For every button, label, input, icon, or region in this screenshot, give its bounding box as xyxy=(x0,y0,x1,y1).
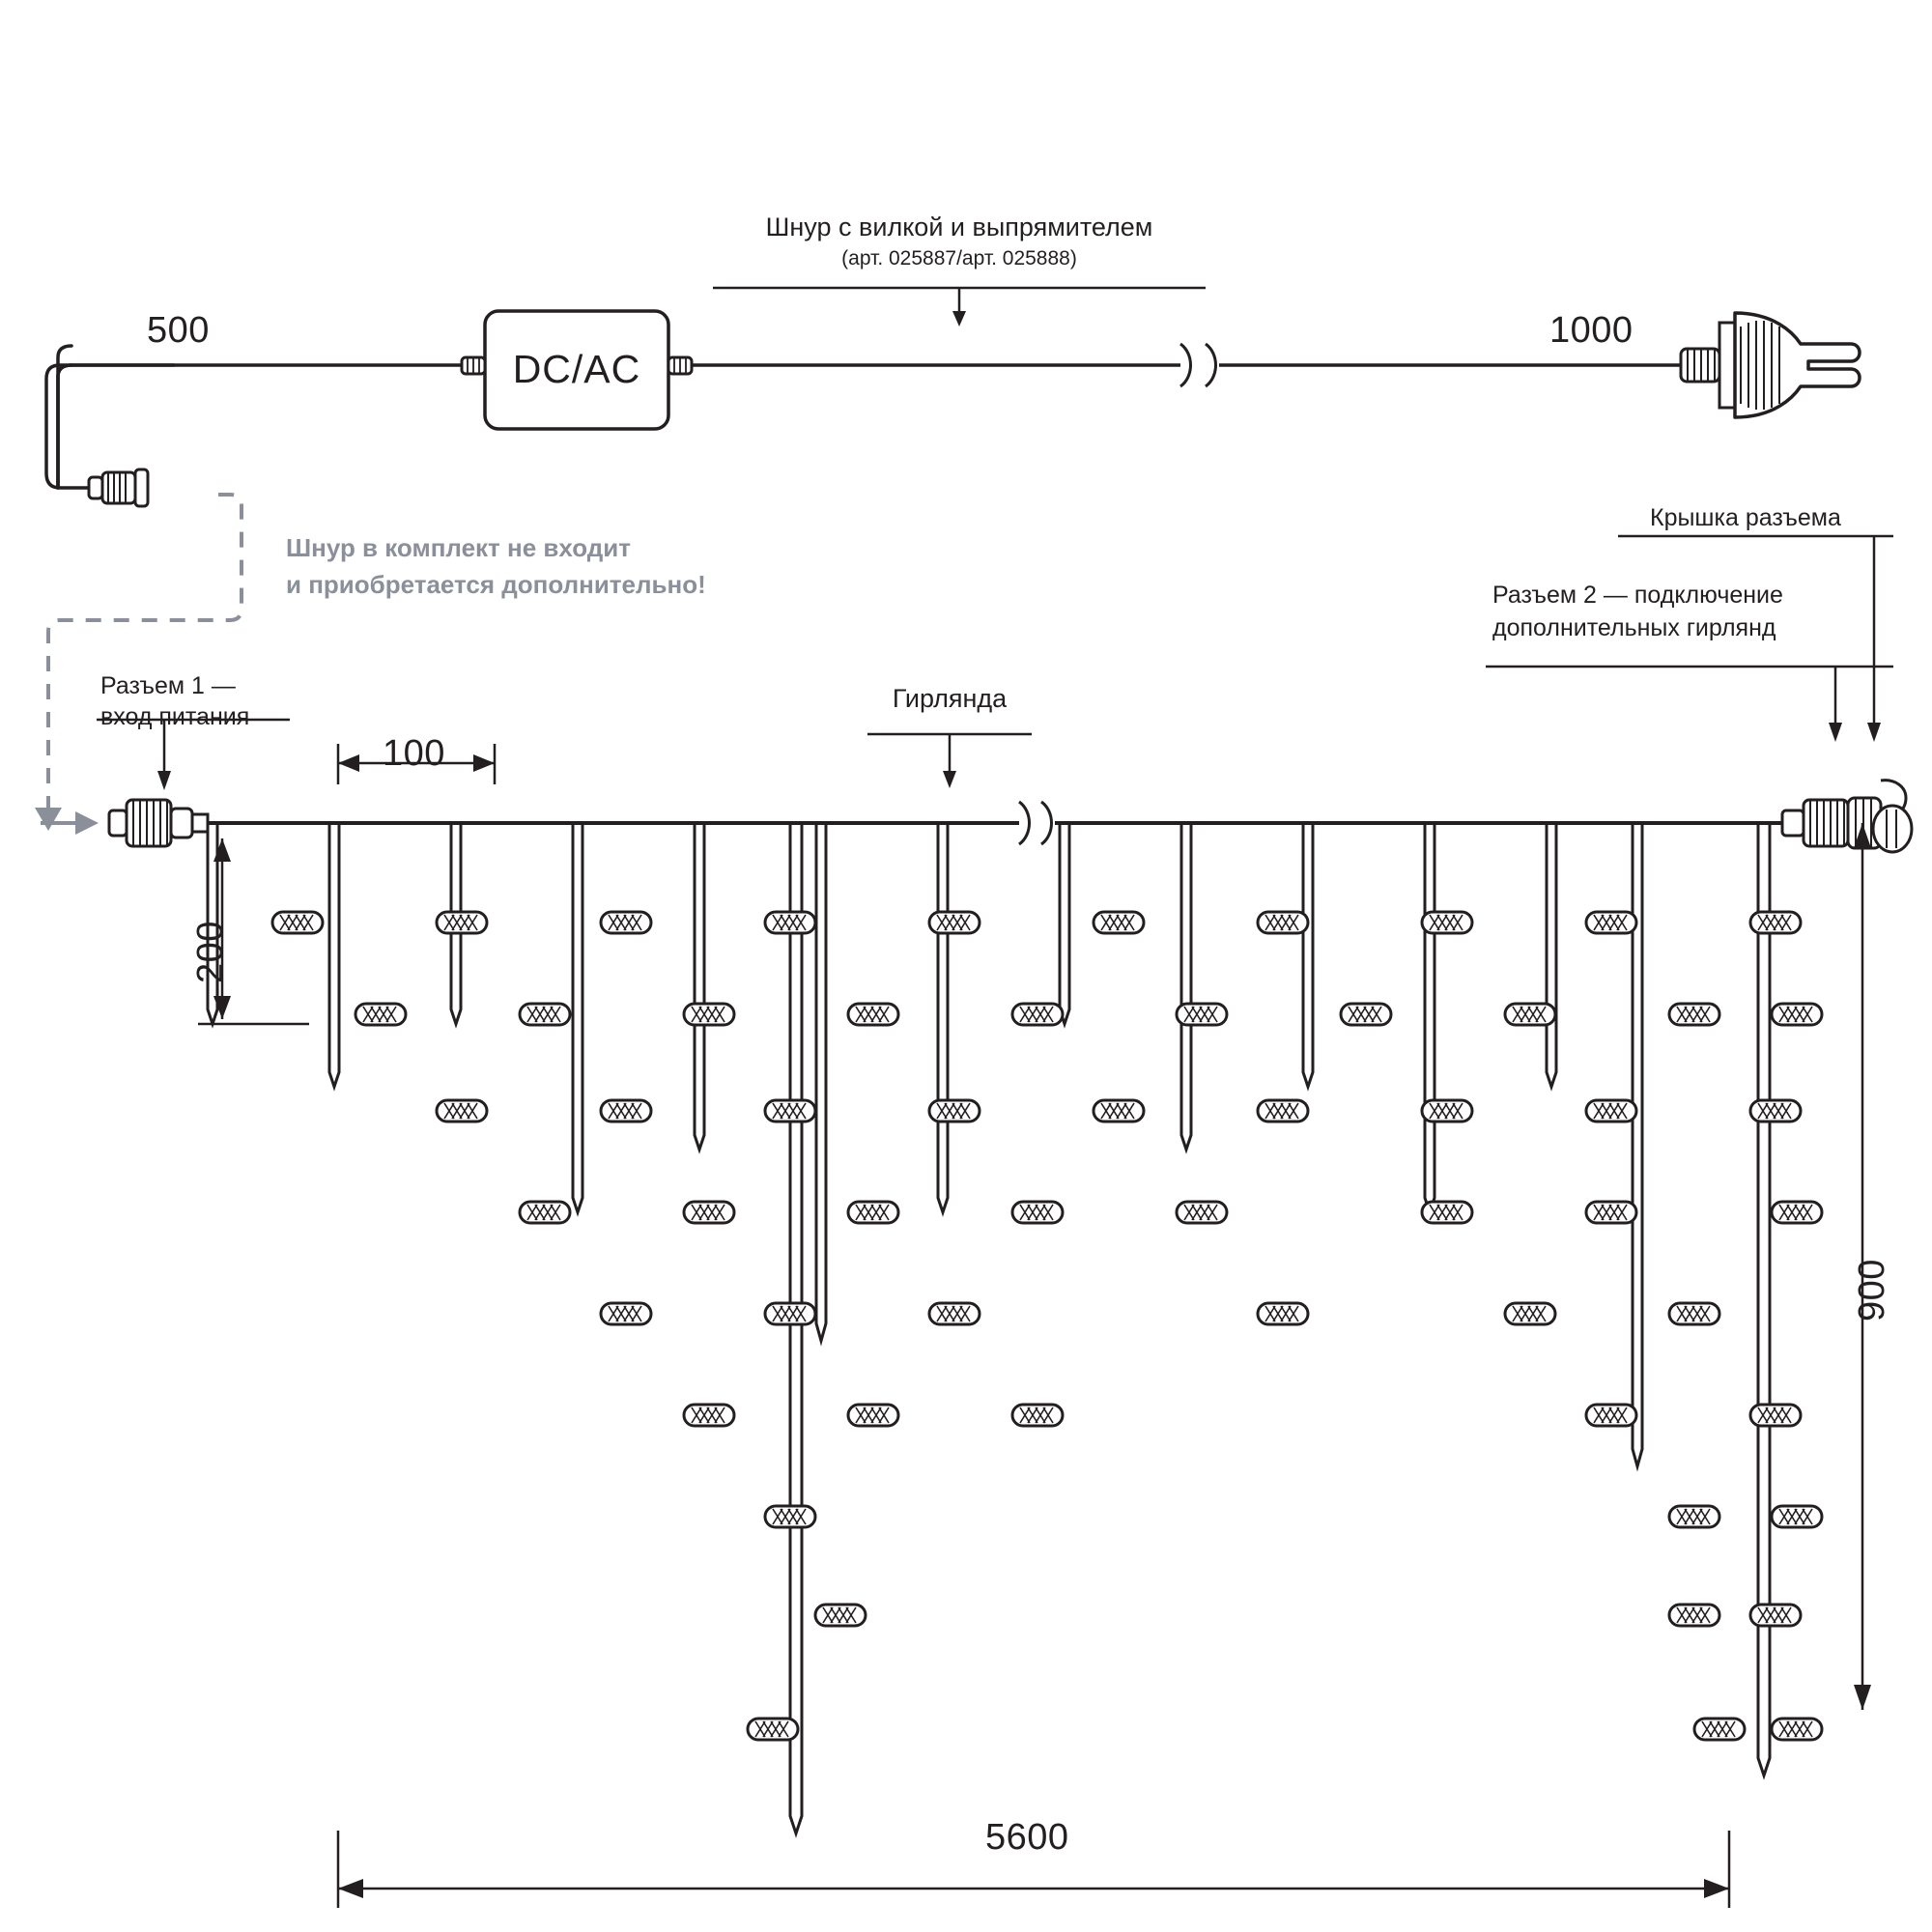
dc-ac-strain-relief-right xyxy=(668,357,692,374)
callout-cord-article: (арт. 025887/арт. 025888) xyxy=(841,247,1077,270)
cord-left-segment xyxy=(46,365,462,488)
note-cord-not-included-line2: и приобретается дополнительно! xyxy=(286,570,706,599)
dimension-label-200: 200 xyxy=(190,921,231,983)
dimension-label-100: 100 xyxy=(383,733,445,774)
dc-ac-label: DC/AC xyxy=(512,347,641,391)
optional-cord-arrow-down xyxy=(35,808,62,831)
dimension-label-1000: 1000 xyxy=(1549,310,1634,351)
connector-1-power-input xyxy=(109,800,208,846)
optional-cord-dashed-path xyxy=(48,495,242,808)
dc-ac-strain-relief-left xyxy=(462,357,485,374)
dimension-label-500: 500 xyxy=(147,310,210,351)
callout-cord-title: Шнур с вилкой и выпрямителем xyxy=(765,213,1153,242)
power-cord-path xyxy=(58,346,174,488)
led-group xyxy=(272,912,1822,1740)
connector-2-output xyxy=(1782,781,1912,852)
mains-plug xyxy=(1681,313,1860,417)
cord-dc-connector xyxy=(89,469,148,506)
callout-connector1-line1: Разъем 1 — xyxy=(100,672,236,699)
note-cord-not-included-line1: Шнур в комплект не входит xyxy=(286,533,631,562)
dimension-label-900: 900 xyxy=(1852,1259,1892,1321)
cord-break-symbol xyxy=(1180,344,1216,386)
optional-cord-arrow-head xyxy=(75,811,99,835)
callout-connector2-line2: дополнительных гирлянд xyxy=(1492,614,1776,641)
callout-cord-leader xyxy=(713,288,1206,327)
dimension-label-5600: 5600 xyxy=(985,1817,1069,1858)
callout-connector2-line1: Разъем 2 — подключение xyxy=(1492,582,1783,609)
garland-break-symbol xyxy=(1019,802,1052,844)
callout-garland-label: Гирлянда xyxy=(892,684,1008,713)
callout-cap-label: Крышка разъема xyxy=(1650,504,1841,531)
icicle-strands xyxy=(208,823,1770,1833)
callout-connector1-line2: вход питания xyxy=(100,703,250,730)
